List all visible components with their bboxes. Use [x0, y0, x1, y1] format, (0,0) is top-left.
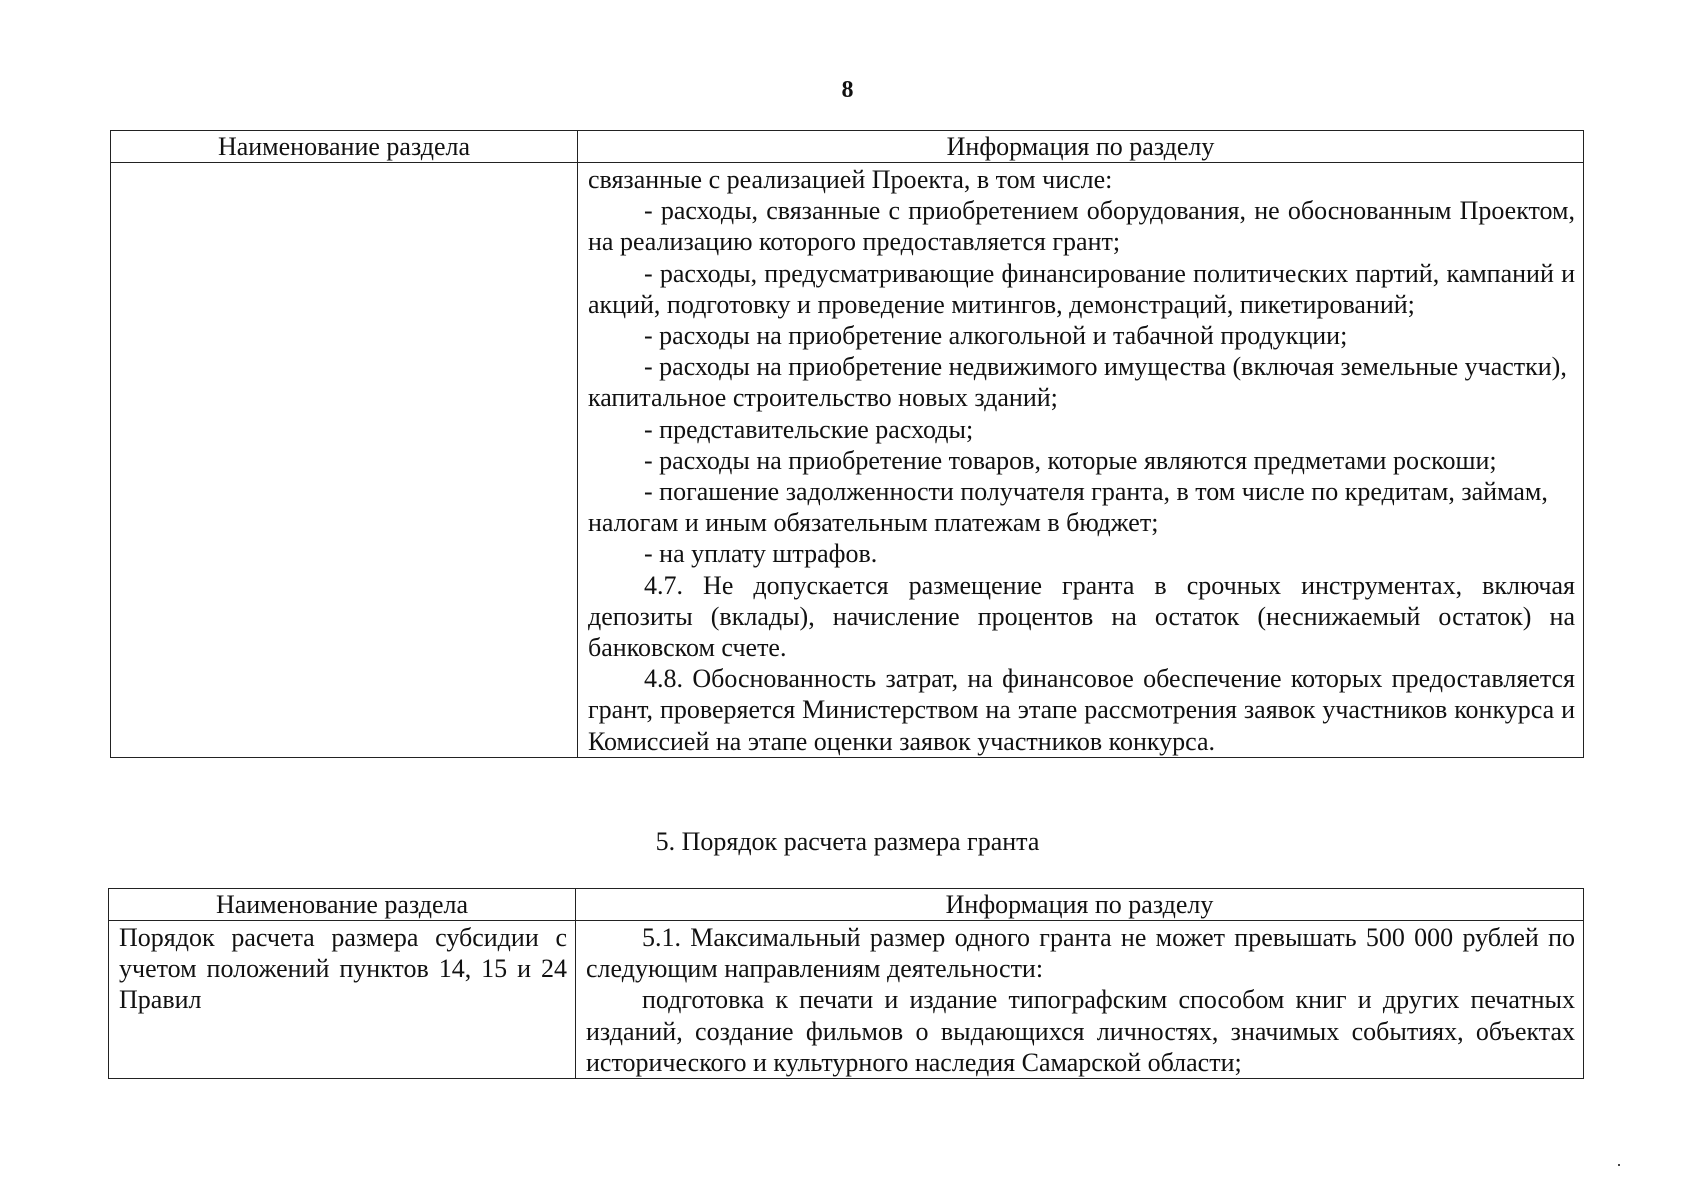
section-info-cell: [576, 921, 1584, 1079]
list-item: - расходы на приобретение недвижимого имущества (включая земельные участки), капитальное строительство новых зданий;: [588, 352, 1567, 413]
list-item: подготовка к печати и издание типографским способом книг и других печатных изданий, создание фильмов о выдающихся личностях, значимых событиях, объектах исторического и культурного наследия Самарской области;: [586, 985, 1575, 1077]
scan-dot: [1618, 1164, 1620, 1166]
header-section-name: Наименование раздела: [109, 889, 576, 921]
clause-4-7: 4.7. Не допускается размещение гранта в срочных инструментах, включая депозиты (вклады), начисление процентов на остаток (неснижаемый остаток) на банковском счете.: [588, 570, 1575, 663]
table-row: [109, 921, 1584, 1079]
section-name-cell: [109, 921, 576, 1079]
header-section-name: Наименование раздела: [111, 131, 578, 163]
section-5-table: [108, 888, 1584, 1079]
section-info-cell: [578, 163, 1584, 758]
list-item: - расходы, предусматривающие финансирование политических партий, кампаний и акций, подготовку и проведение митингов, демонстраций, пикетирований;: [588, 258, 1575, 319]
clause-5-1: 5.1. Максимальный размер одного гранта не может превышать 500 000 рублей по следующим направлениям деятельности:: [586, 923, 1575, 984]
table-header-row: [111, 131, 1584, 163]
section-name-text: Порядок расчета размера субсидии с учетом положений пунктов 14, 15 и 24 Правил: [119, 923, 567, 1015]
table-header-row: [109, 889, 1584, 921]
section-name-cell: [111, 163, 578, 758]
header-section-info: Информация по разделу: [576, 889, 1584, 921]
list-item: - расходы, связанные с приобретением оборудования, не обоснованным Проектом, на реализацию которого предоставляется грант;: [588, 196, 1575, 257]
section-5-title: 5. Порядок расчета размера гранта: [655, 827, 1040, 856]
section-4-table: [110, 130, 1584, 758]
list-item: - на уплату штрафов.: [644, 539, 878, 569]
clause-4-8: 4.8. Обоснованность затрат, на финансовое обеспечение которых предоставляется грант, проверяется Министерством на этапе рассмотрения заявок участников конкурса и Комиссией на этапе оценки заявок участников конкурса.: [588, 664, 1575, 756]
list-item: - расходы на приобретение алкогольной и табачной продукции;: [644, 321, 1348, 351]
list-item: - расходы на приобретение товаров, которые являются предметами роскоши;: [644, 445, 1497, 475]
header-section-info: Информация по разделу: [578, 131, 1584, 163]
list-item: - представительские расходы;: [644, 414, 974, 444]
page-number: 8: [841, 77, 854, 103]
list-item: - погашение задолженности получателя гранта, в том числе по кредитам, займам, налогам и иным обязательным платежам в бюджет;: [588, 477, 1548, 538]
paragraph-intro: связанные с реализацией Проекта, в том числе:: [588, 165, 1113, 194]
table-row: [111, 163, 1584, 758]
